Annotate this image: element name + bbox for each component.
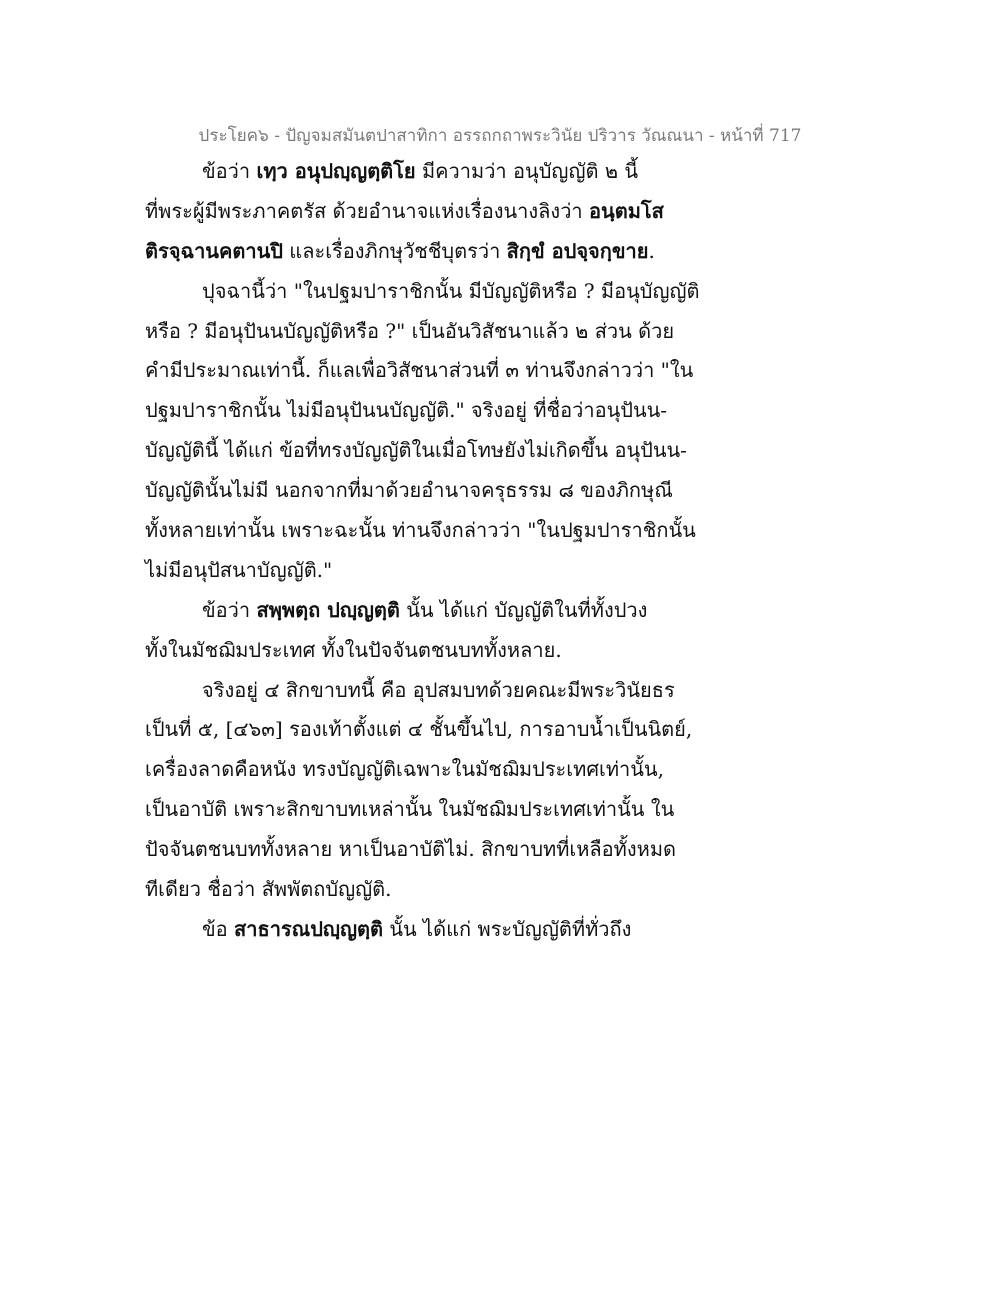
bold-term: สพฺพตฺถ ปญฺญตฺติ [256,597,400,622]
running-header: ประโยค๖ - ปัญจมสมันตปาสาทิกา อรรถกถาพระวินัย ปริวาร วัณณนา - หน้าที่ 717 [198,126,802,146]
text-line [145,511,705,551]
bold-term: สิกฺขํ อปจฺจกฺขาย [506,238,649,263]
bold-term: สาธารณปญฺญตฺติ [234,916,383,941]
text-segment: ปฐมปาราชิกนั้น ไม่มีอนุปันนบัญญัติ." จริงอยู่ ที่ชื่อว่าอนุปันน- [145,398,668,423]
bold-term: อนฺตมโส [589,198,664,223]
text-segment: คำมีประมาณเท่านี้. ก็แลเพื่อวิสัชนาส่วนที่ ๓ ท่านจึงกล่าวว่า "ใน [145,358,694,383]
text-segment: มีความว่า อนุบัญญัติ ๒ นี้ [415,159,639,183]
text-line [145,431,705,471]
text-segment: เครื่องลาดคือหนัง ทรงบัญญัติเฉพาะในมัชฌิมประเทศเท่านั้น, [145,757,664,782]
text-segment: . [648,238,655,263]
text-line [145,152,705,192]
text-segment: ทั้งหลายเท่านั้น เพราะฉะนั้น ท่านจึงกล่าวว่า "ในปฐมปาราชิกนั้น [145,518,696,543]
text-segment: นั้น ได้แก่ พระบัญญัติที่ทั่วถึง [382,916,632,941]
text-line [145,312,705,352]
text-segment: ปัจจันตชนบททั้งหลาย หาเป็นอาบัติไม่. สิกขาบทที่เหลือทั้งหมด [145,837,676,862]
text-line [145,591,705,631]
text-line [145,710,705,750]
text-segment: ไม่มีอนุปัสนาบัญญัติ." [145,557,333,582]
text-line [145,471,705,511]
text-segment: และเรื่องภิกษุวัชชีบุตรว่า [282,238,507,263]
text-line [145,192,705,232]
text-line [145,910,705,950]
text-line [145,671,705,711]
body-text [145,152,705,950]
text-segment: ข้อ [202,916,235,941]
bold-term: ติรจฺฉานคตานปิ [145,238,283,263]
text-segment: บัญญัตินั้นไม่มี นอกจากที่มาด้วยอำนาจครุธรรม ๘ ของภิกษุณี [145,478,673,503]
text-line [145,631,705,671]
text-line [145,272,705,312]
text-line [145,790,705,830]
text-segment: จริงอยู่ ๔ สิกขาบทนี้ คือ อุปสมบทด้วยคณะมีพระวินัยธร [202,677,675,702]
text-line [145,750,705,790]
text-segment: ปุจฉานี้ว่า "ในปฐมปาราชิกนั้น มีบัญญัติหรือ ? มีอนุบัญญัติ [202,278,700,303]
text-segment: ทั้งในมัชฌิมประเทศ ทั้งในปัจจันตชนบททั้งหลาย. [145,637,562,662]
text-line [145,551,705,591]
text-segment: ข้อว่า [202,597,257,622]
text-line [145,391,705,431]
text-segment: เป็นอาบัติ เพราะสิกขาบทเหล่านั้น ในมัชฌิมประเทศเท่านั้น ใน [145,797,675,822]
text-segment: บัญญัตินี้ ได้แก่ ข้อที่ทรงบัญญัติในเมื่อโทษยังไม่เกิดขึ้น อนุปันน- [145,438,687,463]
text-line [145,830,705,870]
text-line [145,351,705,391]
text-segment: ข้อว่า [202,159,257,183]
text-segment: นั้น ได้แก่ บัญญัติในที่ทั้งปวง [399,597,648,622]
text-segment: หรือ ? มีอนุปันนบัญญัติหรือ ?" เป็นอันวิสัชนาแล้ว ๒ ส่วน ด้วย [145,318,675,343]
text-line [145,870,705,910]
text-segment: ที่พระผู้มีพระภาคตรัส ด้วยอำนาจแห่งเรื่องนางลิงว่า [145,198,590,223]
bold-term: เทฺว อนุปญฺญตฺติโย [256,159,416,183]
text-line [145,232,705,272]
text-segment: ทีเดียว ชื่อว่า สัพพัตถบัญญัติ. [145,877,392,902]
text-segment: เป็นที่ ๕, [๔๖๓] รองเท้าตั้งแต่ ๔ ชั้นขึ้นไป, การอาบน้ำเป็นนิตย์, [145,717,693,742]
